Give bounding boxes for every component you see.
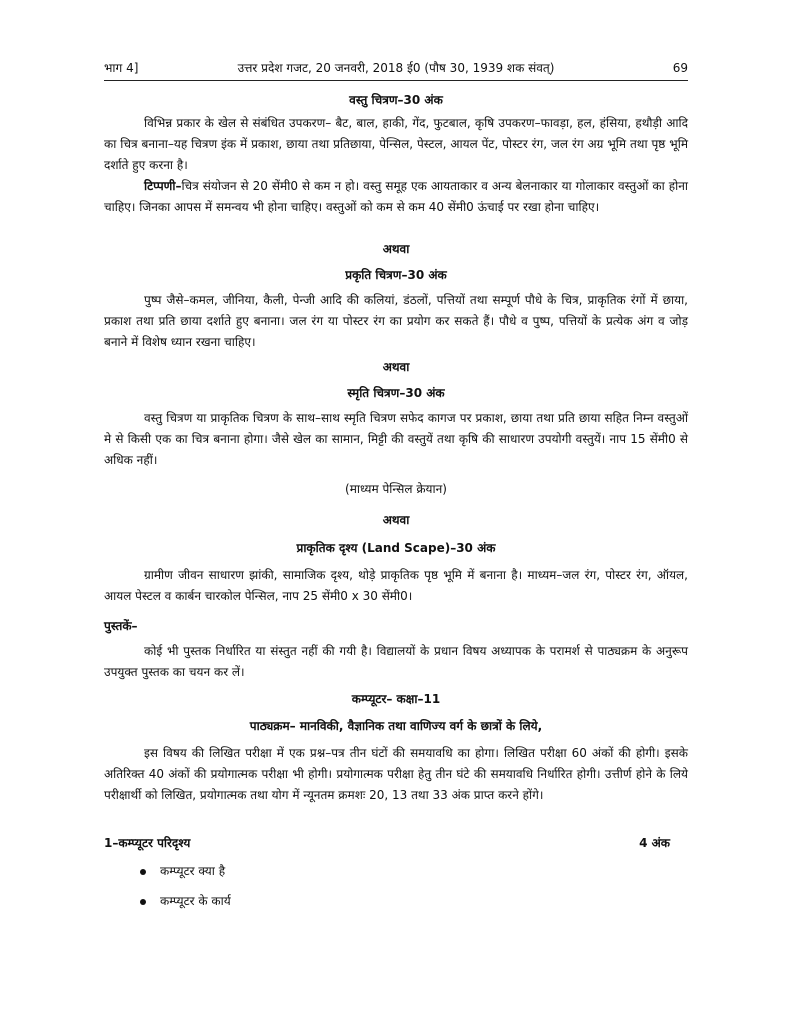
or-separator: अथवा xyxy=(382,360,410,374)
paragraph-nature-drawing: पुष्प जैसे–कमल, जीनिया, कैली, पेन्जी आदि की कलियां, डंठलों, पत्तियों तथा सम्पूर्ण पौधे के चित्र, प्राकृतिक रंगों में छाया, प्रकाश तथा प्रति छाया दर्शाते हुए बनाना। जल रंग या पोस्टर रंग का प्रयोग कर सकते हैं। पौधे व पुष्प, पत्तियों के प्रत्येक अंग व जोड़ बनाने में विशेष ध्यान रखना चाहिए। xyxy=(104,293,688,349)
bullet-icon xyxy=(140,869,146,875)
computer-exam-paragraph: इस विषय की लिखित परीक्षा में एक प्रश्न–पत्र तीन घंटों की समयावधि का होगा। लिखित परीक्षा 60 अंकों की होगी। इसके अतिरिक्त 40 अंकों की प्रयोगात्मक परीक्षा भी होगी। प्रयोगात्मक परीक्षा हेतु तीन घंटे की समयावधि निर्धारित होगी। उत्तीर्ण होने के लिये परीक्षार्थी को लिखित, प्रयोगात्मक तथा योग में न्यूनतम क्रमशः 20, 13 तथा 33 अंक प्राप्त करने होंगे। xyxy=(104,746,688,802)
header-rule xyxy=(104,80,688,81)
section-title-object-drawing: वस्तु चित्रण–30 अंक xyxy=(349,93,443,107)
books-heading: पुस्तकें– xyxy=(104,619,138,633)
paragraph-memory-drawing: वस्तु चित्रण या प्राकृतिक चित्रण के साथ–साथ स्मृति चित्रण सफेद कागज पर प्रकाश, छाया तथा प्रति छाया सहित निम्न वस्तुओं मे से किसी एक का चित्र बनाना होगा। जैसे खेल का सामान, मिट्टी की वस्तुयें तथा कृषि की साधारण उपयोगी वस्तुयें। नाप 15 सेंमी0 से अधिक नहीं। xyxy=(104,411,688,467)
header-gazette-title: उत्तर प्रदेश गजट, 20 जनवरी, 2018 ई0 (पौष 30, 1939 शक संवत्) xyxy=(237,61,555,75)
unit-title: 1–कम्प्यूटर परिदृश्य xyxy=(104,836,191,850)
section-title-memory-drawing: स्मृति चित्रण–30 अंक xyxy=(347,386,445,400)
section-title-nature-drawing: प्रकृति चित्रण–30 अंक xyxy=(345,268,447,282)
books-paragraph: कोई भी पुस्तक निर्धारित या संस्तुत नहीं की गयी है। विद्यालयों के प्रधान विषय अध्यापक के परामर्श से पाठ्यक्रम के अनुरूप उपयुक्त पुस्तक का चयन कर लें। xyxy=(104,644,688,679)
paragraph-object-drawing: विभिन्न प्रकार के खेल से संबंधित उपकरण– बैट, बाल, हाकी, गेंद, फुटबाल, कृषि उपकरण–फावड़ा, हल, हंसिया, हथौड़ी आदि का चित्र बनाना–यह चित्रण इंक में प्रकाश, छाया तथा प्रतिछाया, पेन्सिल, पेस्टल, आयल पेंट, पोस्टर रंग, जल रंग अग्र भूमि तथा पृष्ठ भूमि दर्शाते हुए करना है। xyxy=(104,116,688,172)
bullet-icon xyxy=(140,899,146,905)
note-label: टिप्पणी– xyxy=(144,179,182,193)
paragraph-landscape: ग्रामीण जीवन साधारण झांकी, सामाजिक दृश्य, थोड़े प्राकृतिक पृष्ठ भूमि में बनाना है। माध्यम–जल रंग, पोस्टर रंग, ऑयल, आयल पेस्टल व कार्बन चारकोल पेन्सिल, नाप 25 सेंमी0 x 30 सेंमी0। xyxy=(104,568,688,603)
list-item xyxy=(140,862,225,880)
medium-note: (माध्यम पेन्सिल क्रेयान) xyxy=(345,482,447,496)
list-item-text: कम्प्यूटर क्या है xyxy=(160,864,226,878)
section-title-landscape: प्राकृतिक दृश्य (Land Scape)–30 अंक xyxy=(296,541,496,555)
note-paragraph xyxy=(104,176,688,218)
list-item-text: कम्प्यूटर के कार्य xyxy=(160,894,231,908)
page-number: 69 xyxy=(672,61,688,75)
header-part: भाग 4] xyxy=(104,61,139,75)
or-separator: अथवा xyxy=(382,513,410,527)
unit-heading-row xyxy=(104,833,688,854)
note-text: चित्र संयोजन से 20 सेंमी0 से कम न हो। वस्तु समूह एक आयताकार व अन्य बेलनाकार या गोलाकार वस्तुओं का होना चाहिए। जिनका आपस में समन्वय भी होना चाहिए। वस्तुओं को कम से कम 40 सेंमी0 ऊंचाई पर रखा होना चाहिए। xyxy=(104,179,688,214)
computer-class-title: कम्प्यूटर– कक्षा–11 xyxy=(351,692,441,706)
list-item xyxy=(140,892,231,910)
or-separator: अथवा xyxy=(382,242,410,256)
computer-syllabus-subtitle: पाठ्यक्रम– मानविकी, वैज्ञानिक तथा वाणिज्य वर्ग के छात्रों के लिये, xyxy=(249,719,543,733)
unit-marks: 4 अंक xyxy=(639,836,670,850)
